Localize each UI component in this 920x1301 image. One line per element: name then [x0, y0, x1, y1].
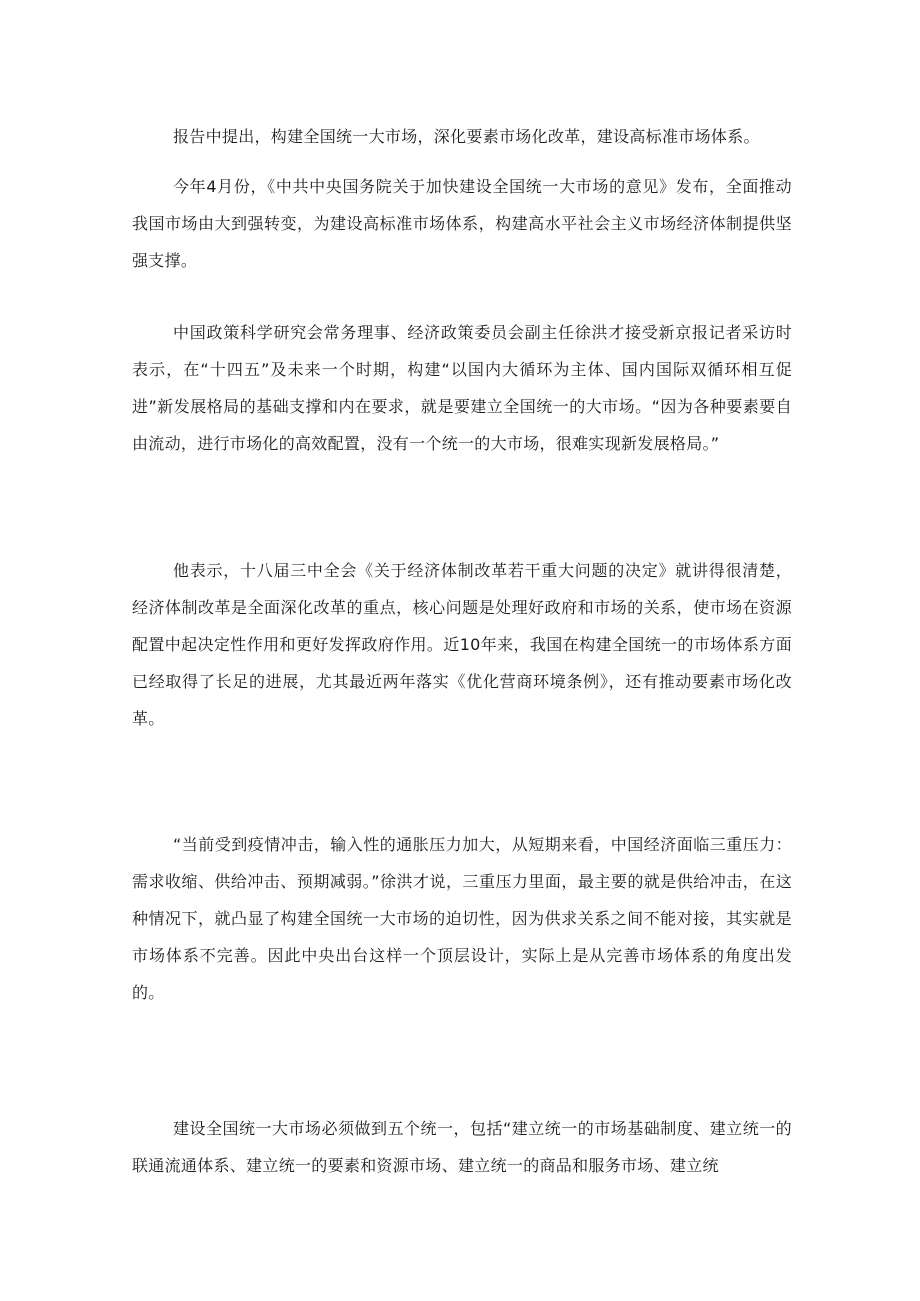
paragraph-2: 今年4月份，《中共中央国务院关于加快建设全国统一大市场的意见》发布，全面推动我国市场由大到强转变，为建设高标准市场体系，构建高水平社会主义市场经济体制提供坚强支撑。	[132, 177, 792, 270]
paragraph-1: 报告中提出，构建全国统一大市场，深化要素市场化改革，建设高标准市场体系。	[173, 127, 760, 146]
paragraph-6: 建设全国统一大市场必须做到五个统一，包括“建立统一的市场基础制度、建立统一的联通流通体系、建立统一的要素和资源市场、建立统一的商品和服务市场、建立统	[132, 1119, 792, 1175]
paragraph-5: “当前受到疫情冲击，输入性的通胀压力加大，从短期来看，中国经济面临三重压力：需求收缩、供给冲击、预期减弱。”徐洪才说，三重压力里面，最主要的就是供给冲击，在这种情况下，就凸显了构建全国统一大市场的迫切性，因为供求关系之间不能对接，其实就是市场体系不完善。因此中央出台这样一个顶层设计，实际上是从完善市场体系的角度出发的。	[132, 835, 792, 1002]
paragraph-3: 中国政策科学研究会常务理事、经济政策委员会副主任徐洪才接受新京报记者采访时表示，在“十四五”及未来一个时期，构建“以国内大循环为主体、国内国际双循环相互促进”新发展格局的基础支撑和内在要求，就是要建立全国统一的大市场。“因为各种要素要自由流动，进行市场化的高效配置，没有一个统一的大市场，很难实现新发展格局。”	[132, 323, 792, 453]
paragraph-4: 他表示，十八届三中全会《关于经济体制改革若干重大问题的决定》就讲得很清楚，经济体制改革是全面深化改革的重点，核心问题是处理好政府和市场的关系，使市场在资源配置中起决定性作用和更好发挥政府作用。近10年来，我国在构建全国统一的市场体系方面已经取得了长足的进展，尤其最近两年落实《优化营商环境条例》，还有推动要素市场化改革。	[132, 561, 792, 728]
